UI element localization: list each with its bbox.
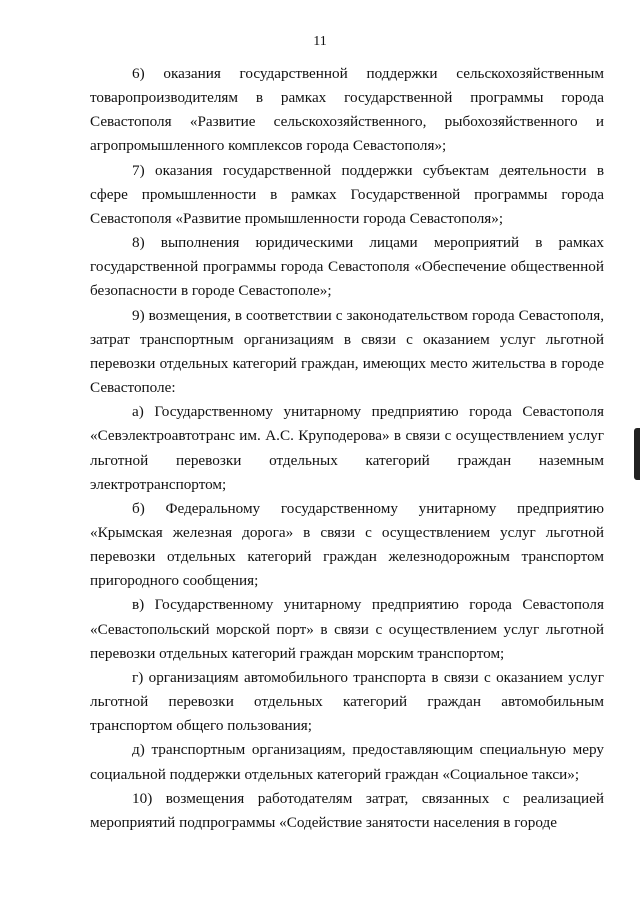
paragraph-item-6: 6) оказания государственной поддержки сельскохозяйственным товаропроизводителям в рамках государственной программы города Севастополя «Развитие сельскохозяйственного, рыбохозяйственного и агропромышленного комплексов города Севастополя»; xyxy=(90,65,604,155)
paragraph-subitem-b: б) Федеральному государственному унитарному предприятию «Крымская железная дорога» в связи с осуществлением услуг льготной перевозки отдельных категорий граждан железнодорожным транспортом пригородного сообщения; xyxy=(90,499,604,590)
paragraph-item-8: 8) выполнения юридическими лицами мероприятий в рамках государственной программы города Севастополя «Обеспечение общественной безопасности в городе Севастополе»; xyxy=(90,234,604,300)
scan-edge-mark xyxy=(634,428,640,480)
paragraph-item-7: 7) оказания государственной поддержки субъектам деятельности в сфере промышленности в рамках Государственной программы города Севастополя «Развитие промышленности города Севастополя»; xyxy=(90,161,604,227)
paragraph-item-10: 10) возмещения работодателям затрат, связанных с реализацией мероприятий подпрограммы «Содействие занятости населения в городе xyxy=(90,789,604,831)
paragraph-item-9: 9) возмещения, в соответствии с законодательством города Севастополя, затрат транспортным организациям в связи с оказанием услуг льготной перевозки отдельных категорий граждан, имеющих место жительства в городе Севастополе: xyxy=(90,306,604,397)
paragraph-subitem-v: в) Государственному унитарному предприятию города Севастополя «Севастопольский морской порт» в связи с осуществлением услуг льготной перевозки отдельных категорий граждан морским транспортом; xyxy=(90,596,604,662)
paragraph-subitem-g: г) организациям автомобильного транспорта в связи с оказанием услуг льготной перевозки отдельных категорий граждан автомобильным транспортом общего пользования; xyxy=(90,668,604,735)
paragraph-subitem-d: д) транспортным организациям, предоставляющим специальную меру социальной поддержки отдельных категорий граждан «Социальное такси»; xyxy=(90,741,604,783)
page-number: 11 xyxy=(313,34,327,49)
document-body xyxy=(90,62,604,835)
paragraph-subitem-a: а) Государственному унитарному предприятию города Севастополя «Севэлектроавтотранс им. А.С. Круподерова» в связи с осуществлением услуг льготной перевозки отдельных категорий граждан наземным электротранспортом; xyxy=(90,403,604,493)
